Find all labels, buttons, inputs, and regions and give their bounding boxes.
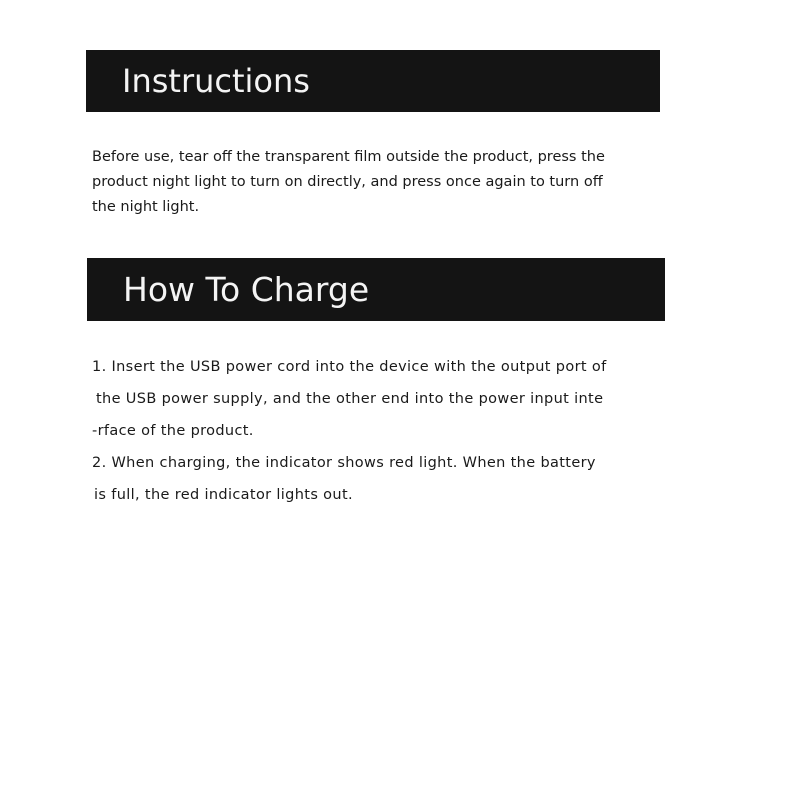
instructions-heading: Instructions [122, 62, 310, 100]
text-line: the night light. [92, 199, 200, 215]
how-to-charge-paragraph [92, 351, 607, 511]
text-line: 1. Insert the USB power cord into the device with the output port of [92, 359, 607, 375]
text-line: 2. When charging, the indicator shows red light. When the battery [92, 455, 596, 471]
how-to-charge-heading-bar [87, 258, 665, 321]
instructions-heading-bar [86, 50, 660, 112]
text-line: Before use, tear off the transparent film outside the product, press the [92, 149, 605, 165]
text-line: -rface of the product. [92, 423, 254, 439]
text-line: the USB power supply, and the other end into the power input inte [96, 391, 604, 407]
text-line: product night light to turn on directly, and press once again to turn off [92, 174, 603, 190]
how-to-charge-heading: How To Charge [123, 270, 370, 309]
instructions-paragraph [92, 145, 605, 220]
text-line: is full, the red indicator lights out. [94, 487, 353, 503]
